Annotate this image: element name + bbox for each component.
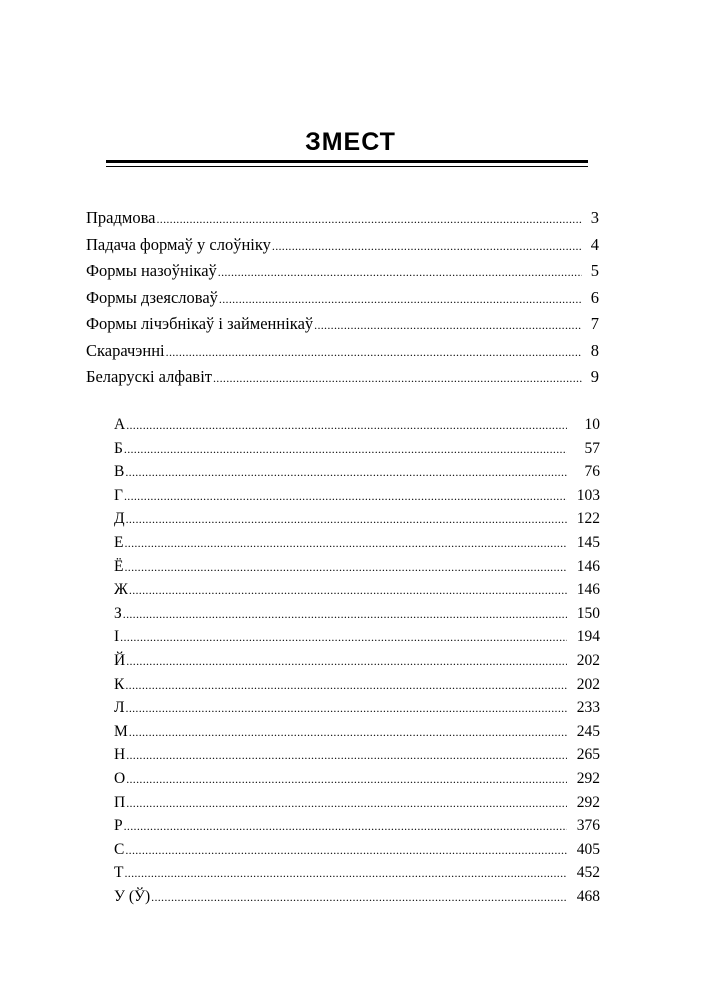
toc-letter-row[interactable]	[114, 817, 600, 841]
dot-leader	[126, 796, 567, 811]
toc-letter-row[interactable]	[114, 558, 600, 582]
toc-entry-page: 8	[590, 340, 599, 360]
title-rule-thick	[106, 160, 588, 163]
toc-entry-page: 150	[576, 604, 600, 622]
dot-leader	[124, 560, 567, 575]
dot-leader	[124, 536, 567, 551]
toc-entry-page: 233	[576, 699, 600, 717]
dot-leader	[129, 583, 567, 598]
toc-letter-row[interactable]	[114, 864, 600, 888]
toc-entry-page: 146	[576, 557, 600, 575]
toc-letter-row[interactable]	[114, 841, 600, 865]
toc-entry-label: Т	[114, 864, 124, 882]
toc-letter-row[interactable]	[114, 628, 600, 652]
dot-leader	[123, 607, 567, 622]
toc-entry-page: 452	[576, 864, 600, 882]
dot-leader	[126, 654, 567, 669]
toc-entry-label: Формы назоўнікаў	[86, 261, 217, 280]
toc-entry-label: Скарачэнні	[86, 340, 165, 360]
toc-letter-row[interactable]	[114, 463, 600, 487]
toc-entry-page: 202	[576, 675, 600, 693]
toc-entry-page: 76	[584, 463, 600, 481]
toc-section-row[interactable]	[86, 261, 599, 288]
toc-entry-label: Д	[114, 510, 125, 528]
toc-letter-row[interactable]	[114, 416, 600, 440]
toc-entry-page: 4	[590, 234, 599, 254]
toc-section-row[interactable]	[86, 288, 599, 315]
toc-entry-label: О	[114, 769, 126, 787]
toc-letter-row[interactable]	[114, 888, 600, 912]
toc-entry-label: Беларускі алфавіт	[86, 367, 212, 386]
toc-entry-label: Падача формаў у слоўніку	[86, 234, 271, 254]
dot-leader	[125, 843, 567, 858]
dot-leader	[126, 748, 567, 763]
toc-letter-row[interactable]	[114, 794, 600, 818]
toc-entry-label: В	[114, 463, 125, 481]
dot-leader	[125, 678, 567, 693]
toc-section-row[interactable]	[86, 341, 599, 368]
toc-letter-row[interactable]	[114, 605, 600, 629]
toc-entry-page: 5	[590, 261, 599, 280]
dot-leader	[125, 465, 567, 480]
toc-letter-row[interactable]	[114, 770, 600, 794]
toc-entry-page: 265	[576, 746, 600, 764]
toc-entry-label: Ж	[114, 581, 128, 599]
toc-entry-label: Е	[114, 533, 124, 551]
toc-entry-label: Й	[114, 651, 126, 669]
dot-leader	[314, 318, 582, 333]
dot-leader	[219, 292, 582, 307]
toc-letter-row[interactable]	[114, 746, 600, 770]
toc-entry-page: 245	[576, 722, 600, 740]
dot-leader	[129, 725, 567, 740]
toc-entry-page: 10	[584, 416, 600, 433]
toc-section-row[interactable]	[86, 235, 599, 262]
dot-leader	[124, 866, 567, 881]
toc-letter-row[interactable]	[114, 581, 600, 605]
toc-entry-label: Р	[114, 817, 123, 835]
dot-leader	[124, 489, 567, 504]
toc-entry-label: Ё	[114, 557, 124, 575]
toc-entry-page: 468	[576, 887, 600, 905]
dot-leader	[218, 265, 582, 280]
toc-letter-row[interactable]	[114, 440, 600, 464]
toc-entry-page: 202	[576, 651, 600, 669]
toc-entry-label: К	[114, 675, 125, 693]
toc-entry-page: 145	[576, 533, 600, 551]
toc-entry-label: Прадмова	[86, 208, 156, 227]
toc-entry-page: 7	[590, 314, 599, 333]
toc-section-row[interactable]	[86, 314, 599, 341]
toc-entry-page: 6	[590, 287, 599, 307]
dot-leader	[126, 418, 567, 433]
dot-leader	[166, 345, 582, 360]
dot-leader	[120, 630, 567, 645]
toc-letter-row[interactable]	[114, 510, 600, 534]
toc-entry-label: С	[114, 840, 125, 858]
toc-entry-label: З	[114, 604, 122, 622]
toc-entry-label: Б	[114, 439, 123, 457]
dot-leader	[124, 819, 567, 834]
toc-entry-page: 9	[590, 367, 599, 386]
dot-leader	[126, 512, 567, 527]
toc-entry-label: Формы дзеясловаў	[86, 287, 218, 307]
toc-entry-page: 122	[576, 510, 600, 528]
toc-letter-row[interactable]	[114, 487, 600, 511]
toc-letters	[114, 416, 600, 911]
toc-entry-page: 3	[590, 208, 599, 227]
dot-leader	[124, 442, 567, 457]
toc-entry-page: 292	[576, 769, 600, 787]
toc-entry-page: 103	[576, 486, 600, 504]
dot-leader	[126, 701, 567, 716]
toc-letter-row[interactable]	[114, 652, 600, 676]
toc-entry-label: У (Ў)	[114, 887, 151, 905]
toc-sections	[86, 208, 599, 394]
toc-entry-page: 292	[576, 793, 600, 811]
dot-leader	[156, 212, 582, 227]
toc-entry-page: 376	[576, 817, 600, 835]
toc-entry-page: 57	[584, 439, 600, 457]
toc-letter-row[interactable]	[114, 534, 600, 558]
toc-letter-row[interactable]	[114, 723, 600, 747]
toc-entry-page: 194	[576, 628, 600, 646]
dot-leader	[151, 890, 567, 905]
toc-entry-label: П	[114, 793, 126, 811]
title-rule-thin	[106, 166, 588, 167]
toc-entry-label: М	[114, 722, 128, 740]
toc-letter-row[interactable]	[114, 699, 600, 723]
toc-entry-label: Н	[114, 746, 126, 764]
toc-entry-page: 146	[576, 581, 600, 599]
dot-leader	[272, 239, 582, 254]
toc-letter-row[interactable]	[114, 676, 600, 700]
toc-section-row[interactable]	[86, 367, 599, 394]
toc-entry-label: Формы лічэбнікаў і займеннікаў	[86, 314, 314, 333]
toc-entry-label: І	[114, 628, 120, 646]
page-title: ЗМЕСТ	[305, 128, 396, 156]
dot-leader	[213, 371, 582, 386]
toc-section-row[interactable]	[86, 208, 599, 235]
toc-entry-page: 405	[576, 840, 600, 858]
toc-entry-label: Г	[114, 486, 123, 504]
toc-entry-label: Л	[114, 699, 125, 717]
dot-leader	[126, 772, 567, 787]
toc-entry-label: А	[114, 416, 126, 433]
